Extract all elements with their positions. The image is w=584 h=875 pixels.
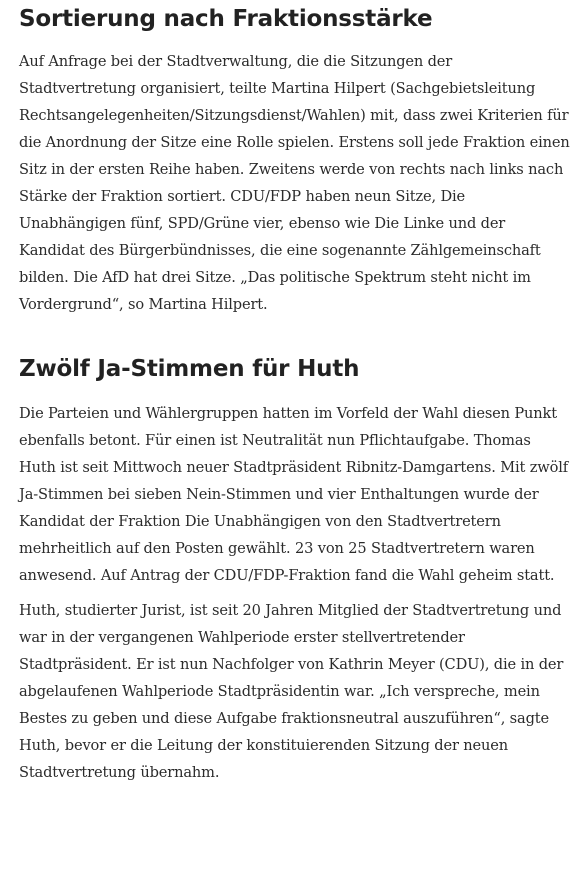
paragraph: Die Parteien und Wählergruppen hatten im Vorfeld der Wahl diesen Punkt ebenfalls betont. Für einen ist Neutralität nun Pflichtaufgabe. Thomas Huth ist seit Mittwoch neuer Stadtpräsident Ribnitz-Damgartens. Mit zwölf Ja-Stimmen bei sieben Nein-Stimmen und vier Enthaltungen wurde der Kandidat der Fraktion Die Unabhängigen von den Stadtvertretern mehrheitlich auf den Posten gewählt. 23 von 25 Stadtvertretern waren anwesend. Auf Antrag der CDU/FDP-Fraktion fand die Wahl geheim statt. bbox=[19, 405, 569, 584]
paragraph: Auf Anfrage bei der Stadtverwaltung, die die Sitzungen der Stadtvertretung organisiert, teilte Martina Hilpert (Sachgebietsleitung Rechtsangelegenheiten/Sitzungsdienst/Wahlen) mit, dass zwei Kriterien für die Anordnung der Sitze eine Rolle spielen. Erstens soll jede Fraktion einen Sitz in der ersten Reihe haben. Zweitens werde von rechts nach links nach Stärke der Fraktion sortiert. CDU/FDP haben neun Sitze, Die Unabhängigen fünf, SPD/Grüne vier, ebenso wie Die Linke und der Kandidat des Bürgerbündnisses, die eine sogenannte Zählgemeinschaft bilden. Die AfD hat drei Sitze. „Das politische Spektrum steht nicht im Vordergrund“, so Martina Hilpert. bbox=[19, 53, 570, 313]
paragraph: Huth, studierter Jurist, ist seit 20 Jahren Mitglied der Stadtvertretung und war in der vergangenen Wahlperiode erster stellvertretender Stadtpräsident. Er ist nun Nachfolger von Kathrin Meyer (CDU), die in der abgelaufenen Wahlperiode Stadtpräsidentin war. „Ich verspreche, mein Bestes zu geben und diese Aufgabe fraktionsneutral auszuführen“, sagte Huth, bevor er die Leitung der konstituierenden Sitzung der neuen Stadtvertretung übernahm. bbox=[19, 602, 564, 781]
section-heading: Zwölf Ja-Stimmen für Huth bbox=[19, 356, 360, 382]
section-heading: Sortierung nach Fraktionsstärke bbox=[19, 6, 433, 32]
